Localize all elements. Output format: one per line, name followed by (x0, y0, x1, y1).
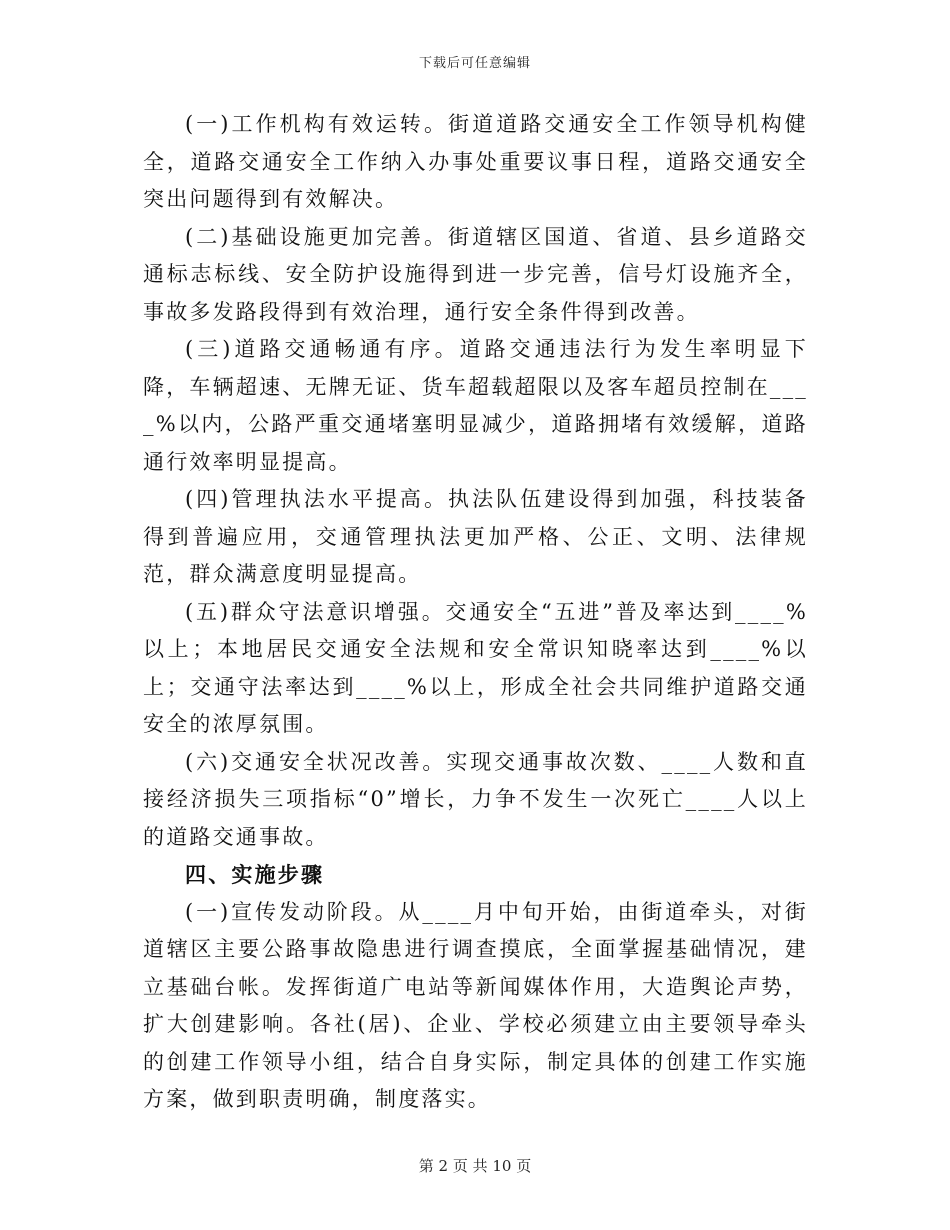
section-heading: 四、实施步骤 (185, 862, 325, 887)
paragraph-public-awareness: (五)群众守法意识增强。交通安全“五进”普及率达到____%以上；本地居民交通安全法规和安全常识知晓率达到____%以上；交通守法率达到____%以上，形成全社会共同维护道路交通安全的浓厚氛围。 (143, 599, 808, 736)
paragraph-work-institution: (一)工作机构有效运转。街道道路交通安全工作领导机构健全，道路交通安全工作纳入办事处重要议事日程，道路交通安全突出问题得到有效解决。 (143, 112, 808, 211)
page-number: 第 2 页 共 10 页 (418, 1157, 532, 1175)
page-header: 下载后可任意编辑 (418, 56, 531, 71)
paragraph-publicity-stage: (一)宣传发动阶段。从____月中旬开始，由街道牵头，对街道辖区主要公路事故隐患进行调查摸底，全面掌握基础情况，建立基础台帐。发挥街道广电站等新闻媒体作用，大造舆论声势，扩大创建影响。各社(居)、企业、学校必须建立由主要领导牵头的创建工作领导小组，结合自身实际，制定具体的创建工作实施方案，做到职责明确，制度落实。 (143, 899, 808, 1111)
paragraph-traffic-order: (三)道路交通畅通有序。道路交通违法行为发生率明显下降，车辆超速、无牌无证、货车超载超限以及客车超员控制在____%以内，公路严重交通堵塞明显减少，道路拥堵有效缓解，道路通行效率明显提高。 (143, 337, 808, 474)
document-body (143, 106, 808, 1119)
paragraph-infrastructure: (二)基础设施更加完善。街道辖区国道、省道、县乡道路交通标志标线、安全防护设施得到进一步完善，信号灯设施齐全，事故多发路段得到有效治理，通行安全条件得到改善。 (143, 224, 808, 324)
paragraph-law-enforcement: (四)管理执法水平提高。执法队伍建设得到加强，科技装备得到普遍应用，交通管理执法更加严格、公正、文明、法律规范，群众满意度明显提高。 (143, 487, 808, 586)
paragraph-safety-improvement: (六)交通安全状况改善。实现交通事故次数、____人数和直接经济损失三项指标“0”增长，力争不发生一次死亡____人以上的道路交通事故。 (143, 749, 808, 849)
